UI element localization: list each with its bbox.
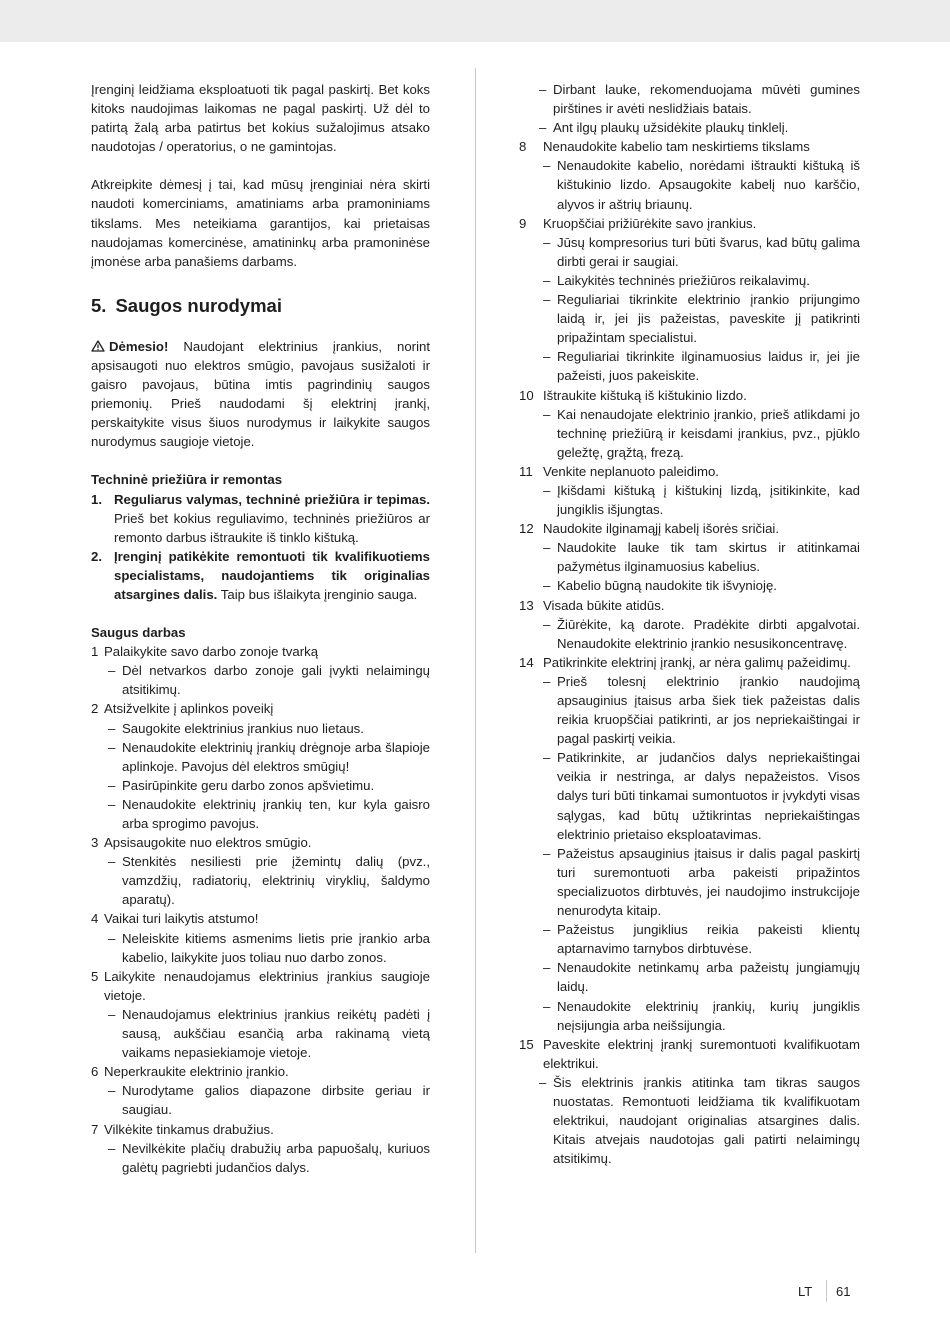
dash-bullet: – (108, 1140, 116, 1156)
sub-list (519, 481, 860, 519)
sub-list (91, 929, 430, 967)
sub-item (91, 738, 430, 776)
dash-bullet: – (539, 120, 547, 136)
list-item (519, 137, 860, 156)
sub-list (91, 1139, 430, 1177)
sub-item-text: Jūsų kompresorius turi būti švarus, kad būtų galima dirbti gerai ir saugiai. (557, 234, 860, 269)
list-item (519, 1035, 860, 1073)
dash-bullet: – (543, 998, 551, 1014)
sub-list (519, 672, 860, 1035)
sub-item-text: Kabelio būgną naudokite tik išvynioję. (557, 578, 777, 594)
sub-list (91, 852, 430, 909)
item-text: Apsisaugokite nuo elektros smūgio. (104, 835, 312, 851)
list-item (519, 462, 860, 481)
list-item (91, 1062, 430, 1081)
sub-item-text: Naudokite lauke tik tam skirtus ir atitinkamai pažymėtus ilginamuosius kabelius. (557, 540, 860, 575)
item-number: 2. (91, 548, 102, 564)
sub-list (519, 233, 860, 386)
item-number: 12 (519, 521, 534, 537)
sub-item (519, 271, 860, 290)
sub-item-text: Nenaudokite elektrinių įrankių drėgnoje arba šlapioje aplinkoje. Pavojus dėl elektros smūgių! (122, 739, 430, 774)
sub-item (91, 1005, 430, 1062)
sub-item (519, 481, 860, 519)
dash-bullet: – (543, 750, 551, 766)
footer-separator (826, 1280, 827, 1302)
sub-list (519, 538, 860, 595)
sub-item-text: Pažeistus apsauginius įtaisus ir dalis pagal paskirtį turi suremontuoti arba pakeisti pripažintos specializuotos dirbtuvės, jei naudojimo instrukcijoje nenurodyta kitaip. (557, 845, 860, 919)
sub-item (91, 661, 430, 699)
dash-bullet: – (543, 960, 551, 976)
sub-list (519, 405, 860, 462)
sub-list (91, 661, 430, 699)
sub-item-text: Neleiskite kitiems asmenims lietis prie įrankio arba kabelio, laikykite juos toliau nuo darbo zonos. (122, 930, 430, 965)
sub-item-text: Patikrinkite, ar judančios dalys nepriekaištingai veikia ir nestringa, ar dalys nepažeistos. Visos dalys turi būti tinkamai sumontuotos ir įvykdyti visas sąlygas, kad būtų užtikrintas nepriekaištingas elektrinio prietaiso eksploatavimas. (557, 750, 860, 842)
sub-item (91, 929, 430, 967)
list-item (91, 967, 430, 1005)
dash-bullet: – (108, 1083, 116, 1099)
dash-bullet: – (539, 1074, 547, 1090)
sub-list (91, 1081, 430, 1119)
item-text: Visada būkite atidūs. (543, 597, 665, 613)
dash-bullet: – (108, 930, 116, 946)
list-item (91, 909, 430, 928)
sub-item-text: Žiūrėkite, ką darote. Pradėkite dirbti apgalvotai. Nenaudokite elektrinio įrankio nesusikoncentravę. (557, 616, 860, 651)
column-divider (475, 68, 476, 1253)
item-bold-text: Įrenginį patikėkite remontuoti tik kvalifikuotiems specialistams, naudojantiems tik originalias atsargines dalis. (114, 548, 430, 602)
dash-bullet: – (543, 578, 551, 594)
item-number: 3 (91, 835, 99, 851)
sub-item (519, 844, 860, 920)
dash-bullet: – (108, 777, 116, 793)
list-item (519, 596, 860, 615)
item-number: 9 (519, 215, 527, 231)
dash-bullet: – (543, 292, 551, 308)
item-text (114, 490, 430, 547)
sub-list (91, 719, 430, 834)
sub-item (519, 1073, 860, 1168)
sub-item-text: Laikykitės techninės priežiūros reikalavimų. (557, 272, 810, 288)
item-number: 15 (519, 1036, 534, 1052)
dash-bullet: – (543, 234, 551, 250)
sub-item (519, 538, 860, 576)
safe-work-list (91, 642, 430, 1177)
sub-item (519, 615, 860, 653)
dash-bullet: – (539, 82, 547, 97)
item-text: Laikykite nenaudojamus elektrinius įrankius saugioje vietoje. (104, 968, 430, 1003)
list-item (519, 386, 860, 405)
section-number: 5. (91, 294, 107, 316)
sub-item (91, 776, 430, 795)
item-text: Paveskite elektrinį įrankį suremontuoti kvalifikuotam elektrikui. (543, 1036, 860, 1071)
item-number: 13 (519, 597, 534, 613)
list-item (91, 642, 430, 661)
intro-paragraph-1: Įrenginį leidžiama eksploatuoti tik pagal paskirtį. Bet koks kitoks naudojimas laikomas ne pagal paskirtį. Už dėl to patirtą žalą arba patirtus bet kokius sužalojimus atsako naudotojas / operatorius, o ne gamintojas. (91, 82, 430, 155)
sub-item (519, 997, 860, 1035)
sub-item (91, 1139, 430, 1177)
dash-bullet: – (543, 922, 551, 938)
sub-item (91, 719, 430, 738)
item-text: Kruopščiai prižiūrėkite savo įrankius. (543, 215, 757, 231)
item-number: 10 (519, 387, 534, 403)
item-number: 14 (519, 654, 534, 670)
top-bar (0, 0, 950, 42)
sub-item-text: Nenaudokite kabelio, norėdami ištraukti kištuką iš kištukinio lizdo. Apsaugokite kabelį nuo karščio, alyvos ir aštrių briaunų. (557, 158, 860, 212)
sub-item-text: Ant ilgų plaukų užsidėkite plaukų tinklelį. (553, 120, 789, 136)
item-number: 5 (91, 968, 99, 984)
list-item (91, 699, 430, 718)
sub-item (519, 80, 860, 118)
sub-item (91, 852, 430, 909)
sub-list (519, 156, 860, 213)
dash-bullet: – (543, 406, 551, 422)
maintenance-item (91, 547, 430, 604)
item-text: Vilkėkite tinkamus drabužius. (104, 1121, 274, 1137)
maintenance-item (91, 490, 430, 547)
sub-item-text: Nenaudokite elektrinių įrankių, kurių jungiklis neįsijungia arba neišsijungia. (557, 998, 860, 1033)
sub-item (519, 748, 860, 843)
item-text: Venkite neplanuoto paleidimo. (543, 463, 719, 479)
sub-item (519, 156, 860, 213)
page-number: 61 (836, 1284, 851, 1299)
dash-bullet: – (543, 349, 551, 365)
item-number: 6 (91, 1064, 99, 1080)
right-column (519, 80, 860, 1168)
list-item (519, 653, 860, 672)
dash-bullet: – (543, 158, 551, 174)
item-text: Patikrinkite elektrinį įrankį, ar nėra galimų pažeidimų. (543, 654, 851, 670)
sub-list (519, 615, 860, 653)
item-text (114, 547, 430, 604)
dash-bullet: – (108, 739, 116, 755)
item-bold-text: Reguliarus valymas, techninė priežiūra ir tepimas. (114, 491, 430, 507)
sub-item-text: Dirbant lauke, rekomenduojama mūvėti gumines pirštines ir avėti neslidžiais batais. (553, 82, 860, 117)
list-item (91, 833, 430, 852)
sub-item-text: Nenaudojamus elektrinius įrankius reikėtų padėti į sausą, aukščiau esančią arba rakinamą vietą vaikams nepasiekiamoje vietoje. (122, 1006, 430, 1061)
dash-bullet: – (543, 272, 551, 288)
sub-item (519, 672, 860, 748)
dash-bullet: – (543, 540, 551, 556)
item-number: 8 (519, 139, 527, 155)
item-text: Neperkraukite elektrinio įrankio. (104, 1064, 289, 1080)
sub-item-text: Nenaudokite elektrinių įrankių ten, kur kyla gaisro arba sprogimo pavojus. (122, 796, 430, 831)
item-number: 11 (519, 463, 533, 479)
intro-paragraph-2: Atkreipkite dėmesį į tai, kad mūsų įrenginiai nėra skirti naudoti komerciniams, amatiniams arba pramoniniams tikslams. Mes neteikiama garantijos, kai prietaisas naudojamas komercinėse, amatininkų arba pramoninėse įmonėse arba panašiems darbams. (91, 177, 430, 269)
warning-label: Dėmesio! (109, 338, 169, 354)
dash-bullet: – (108, 1006, 116, 1022)
item-number: 1. (91, 491, 102, 507)
sub-item-text: Pažeistus jungiklius reikia pakeisti klientų aptarnavimo tarnybos dirbtuvėse. (557, 922, 860, 957)
warning-paragraph (91, 337, 430, 452)
sub-list (519, 1073, 860, 1168)
section-heading (91, 294, 430, 318)
item-number: 1 (91, 644, 99, 660)
list-item (91, 1120, 430, 1139)
sub-item-text: Dėl netvarkos darbo zonoje gali įvykti nelaimingų atsitikimų. (122, 663, 430, 698)
sub-list (91, 1005, 430, 1062)
item-plain-text: Taip bus išlaikyta įrenginio sauga. (217, 586, 418, 602)
sub-item (519, 405, 860, 462)
sub-item-text: Prieš tolesnį elektrinio įrankio naudojimą apsauginius įtaisus arba šiek tiek pažeistas dalis reikia kruopščiai patikrinti, ar jos nepriekaištingai ir pagal paskirtį veikia. (557, 673, 860, 747)
sub-item (91, 795, 430, 833)
dash-bullet: – (543, 482, 551, 498)
dash-bullet: – (108, 854, 116, 870)
sub-item-text: Nevilkėkite plačių drabužių arba papuošalų, kuriuos galėtų pagriebti judančios dalys. (122, 1140, 430, 1175)
sub-item (91, 1081, 430, 1119)
sub-item (519, 958, 860, 996)
section-title: Saugos nurodymai (115, 294, 282, 316)
list-item (519, 519, 860, 538)
dash-bullet: – (543, 616, 551, 632)
sub-item (519, 920, 860, 958)
sub-item (519, 233, 860, 271)
sub-item-text: Įkišdami kištuką į kištukinį lizdą, įsitikinkite, kad jungiklis išjungtas. (557, 482, 860, 518)
maintenance-heading: Techninė priežiūra ir remontas (91, 472, 283, 488)
item-text: Ištraukite kištuką iš kištukinio lizdo. (543, 387, 747, 403)
sub-item-text: Reguliariai tikrinkite ilginamuosius laidus ir, jei jie pažeisti, juos pakeiskite. (557, 349, 860, 384)
sub-item (519, 118, 860, 137)
sub-item-text: Nenaudokite netinkamų arba pažeistų jungiamųjų laidų. (557, 960, 860, 995)
safe-work-heading: Saugus darbas (91, 625, 186, 641)
warning-text: Naudojant elektrinius įrankius, norint apsisaugoti nuo elektros smūgio, pavojaus susižaloti ir gaisro pavojaus, būtina imtis pagrindinių saugos priemonių. Prieš naudodami šį elektrinį įrankį, perskaitykite visus šiuos nurodymus ir laikykite saugos nurodymus saugioje vietoje. (91, 338, 430, 450)
item-text: Naudokite ilginamąjį kabelį išorės sričiai. (543, 521, 780, 537)
sub-item (519, 576, 860, 595)
item-text: Palaikykite savo darbo zonoje tvarką (104, 644, 319, 660)
sub-item-text: Pasirūpinkite geru darbo zonos apšvietimu. (122, 777, 375, 793)
footer-language: LT (798, 1284, 813, 1299)
sub-item (519, 290, 860, 347)
maintenance-list (91, 490, 430, 605)
dash-bullet: – (108, 796, 116, 812)
item-number: 4 (91, 911, 99, 927)
left-column (91, 80, 430, 1177)
list-item (519, 214, 860, 233)
item-text: Nenaudokite kabelio tam neskirtiems tikslams (543, 139, 810, 155)
sub-item-text: Kai nenaudojate elektrinio įrankio, prieš atlikdami jo techninę priežiūrą ir keisdami įrankius, pvz., pjūklo geležtę, grąžtą, frezą. (557, 406, 860, 460)
dash-bullet: – (543, 845, 551, 861)
dash-bullet: – (108, 663, 116, 679)
item-text: Vaikai turi laikytis atstumo! (104, 911, 259, 927)
sub-item-text: Stenkitės nesiliesti prie įžemintų dalių (pvz., vamzdžių, radiatorių, elektrinių viryklių, šaldymo aparatų). (122, 854, 430, 908)
item-plain-text: Prieš bet kokius reguliavimo, techninės priežiūros ar remonto darbus ištraukite iš tinklo kištuką. (114, 510, 430, 545)
safety-list-continued (519, 137, 860, 1168)
sub-item-text: Nurodytame galios diapazone dirbsite geriau ir saugiau. (122, 1083, 430, 1118)
sub-item-text: Šis elektrinis įrankis atitinka tam tikras saugos nuostatas. Remontuoti leidžiama tik kvalifikuotam elektrikui, naudojant originalias atsargines dalis. Kitais atvejais naudotojas gali patirti nelaimingų atsitikimų. (553, 1074, 860, 1167)
sub-item-text: Saugokite elektrinius įrankius nuo lietaus. (122, 720, 364, 736)
item-text: Atsižvelkite į aplinkos poveikį (104, 701, 274, 717)
sub-item-text: Reguliariai tikrinkite elektrinio įrankio prijungimo laidą ir, jei jis pažeistas, paveskite jį patikrinti pripažintam specialistui. (557, 292, 860, 346)
dash-bullet: – (543, 673, 551, 689)
sub-item (519, 347, 860, 385)
dash-bullet: – (108, 720, 116, 736)
item-number: 7 (91, 1121, 99, 1137)
warning-triangle-icon (91, 338, 105, 350)
item-number: 2 (91, 701, 99, 717)
continued-sub-list (519, 80, 860, 137)
